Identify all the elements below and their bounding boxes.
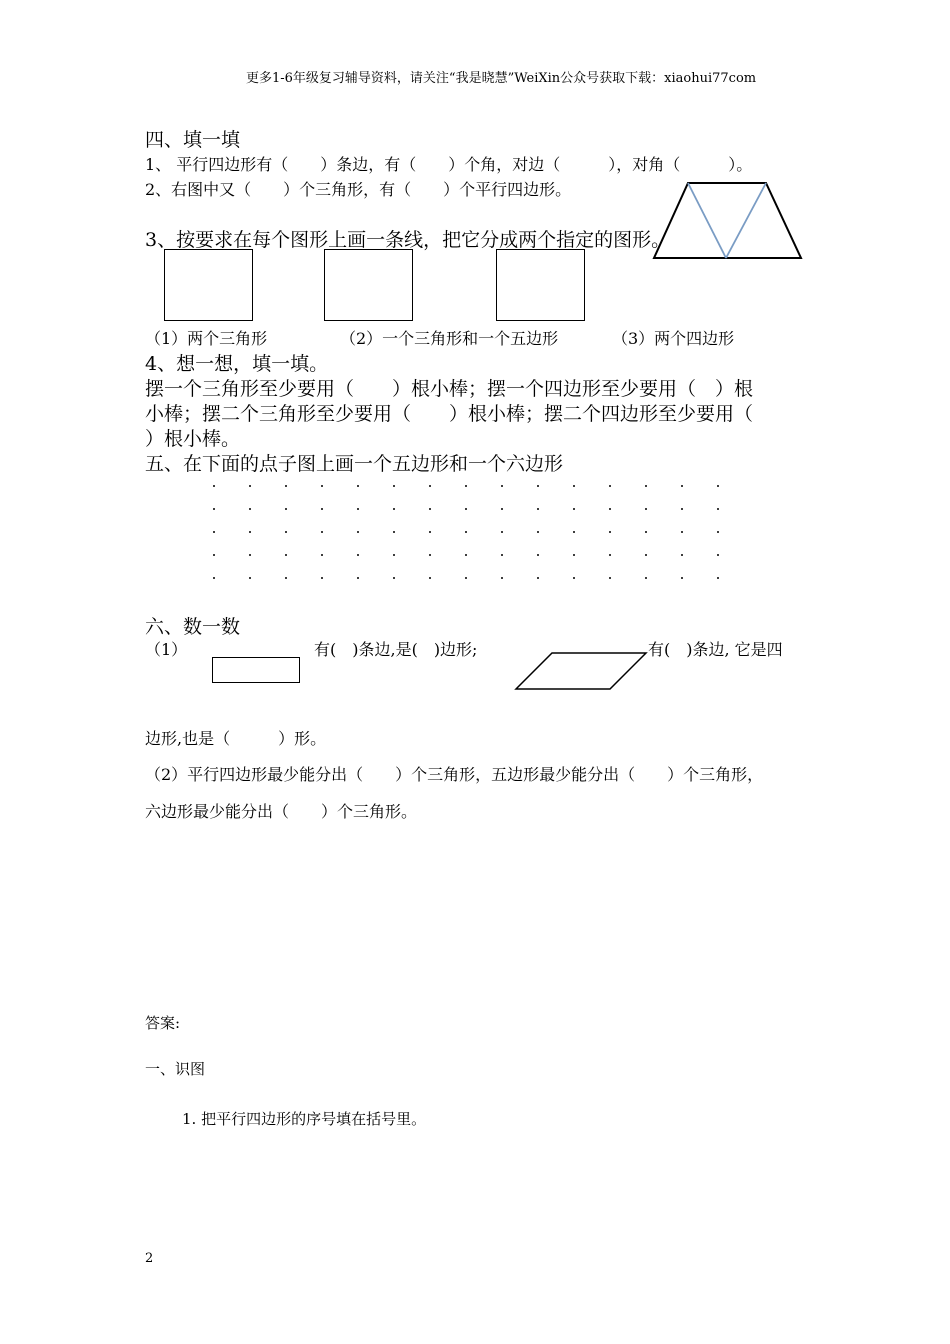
grid-dot <box>560 570 596 593</box>
question-4-4-title: 4、想一想，填一填。 <box>145 353 329 375</box>
grid-dot <box>524 478 560 501</box>
grid-dot <box>452 501 488 524</box>
grid-dot <box>668 478 704 501</box>
grid-dot <box>596 570 632 593</box>
grid-dot <box>308 570 344 593</box>
count-2-line1: （2）平行四边形最少能分出（ ）个三角形，五边形最少能分出（ ）个三角形， <box>145 765 764 784</box>
square-1 <box>164 249 253 321</box>
grid-dot <box>452 570 488 593</box>
grid-dot <box>236 478 272 501</box>
grid-dot <box>272 547 308 570</box>
count-1-label: （1） <box>145 640 188 659</box>
grid-dot <box>344 478 380 501</box>
page-number: 2 <box>145 1251 154 1266</box>
trapezoid-figure <box>650 180 806 262</box>
grid-dot <box>380 501 416 524</box>
question-4-4-line3: ）根小棒。 <box>145 428 241 450</box>
question-4-2: 2、右图中又（ ）个三角形，有（ ）个平行四边形。 <box>145 180 572 199</box>
grid-dot <box>344 570 380 593</box>
grid-dot <box>704 501 740 524</box>
rectangle-shape <box>212 657 300 683</box>
grid-dot <box>344 524 380 547</box>
shape-label-2: （2）一个三角形和一个五边形 <box>340 329 559 348</box>
count-1-text-parallelogram: 有( )条边, 它是四 <box>648 640 783 659</box>
shape-label-1: （1）两个三角形 <box>145 329 268 348</box>
grid-dot <box>200 570 236 593</box>
grid-dot <box>524 501 560 524</box>
grid-dot <box>668 547 704 570</box>
dot-row <box>200 547 740 570</box>
grid-dot <box>596 547 632 570</box>
grid-dot <box>704 524 740 547</box>
grid-dot <box>668 501 704 524</box>
grid-dot <box>272 570 308 593</box>
question-4-4-line2: 小棒；摆二个三角形至少要用（ ）根小棒；摆二个四边形至少要用（ <box>145 403 754 425</box>
section-4-title: 四、填一填 <box>145 129 241 151</box>
grid-dot <box>308 524 344 547</box>
grid-dot <box>632 570 668 593</box>
dot-row <box>200 570 740 593</box>
grid-dot <box>272 478 308 501</box>
grid-dot <box>452 524 488 547</box>
count-2-line2: 六边形最少能分出（ ）个三角形。 <box>145 802 418 821</box>
grid-dot <box>668 570 704 593</box>
grid-dot <box>200 501 236 524</box>
count-1-continuation: 边形,也是（ ）形。 <box>145 729 327 748</box>
grid-dot <box>560 547 596 570</box>
grid-dot <box>308 478 344 501</box>
grid-dot <box>488 524 524 547</box>
page-header: 更多1-6年级复习辅导资料，请关注“我是晓慧”WeiXin公众号获取下载：xiaohui77com <box>246 71 757 86</box>
grid-dot <box>308 501 344 524</box>
grid-dot <box>704 478 740 501</box>
answers-item-1: 1. 把平行四边形的序号填在括号里。 <box>182 1110 427 1128</box>
question-4-3: 3、按要求在每个图形上画一条线，把它分成两个指定的图形。 <box>145 229 671 251</box>
dot-row <box>200 524 740 547</box>
grid-dot <box>704 547 740 570</box>
count-1-text-rectangle: 有( )条边,是( )边形; <box>314 640 478 659</box>
grid-dot <box>632 478 668 501</box>
grid-dot <box>380 478 416 501</box>
grid-dot <box>632 501 668 524</box>
dot-grid <box>200 478 740 593</box>
section-5-title: 五、在下面的点子图上画一个五边形和一个六边形 <box>145 453 564 475</box>
grid-dot <box>596 478 632 501</box>
parallelogram-shape <box>514 651 648 691</box>
grid-dot <box>488 478 524 501</box>
grid-dot <box>452 478 488 501</box>
grid-dot <box>452 547 488 570</box>
grid-dot <box>668 524 704 547</box>
grid-dot <box>380 547 416 570</box>
grid-dot <box>560 524 596 547</box>
grid-dot <box>200 547 236 570</box>
grid-dot <box>200 524 236 547</box>
grid-dot <box>380 570 416 593</box>
grid-dot <box>488 570 524 593</box>
grid-dot <box>416 547 452 570</box>
grid-dot <box>488 501 524 524</box>
grid-dot <box>524 570 560 593</box>
question-4-4-line1: 摆一个三角形至少要用（ ）根小棒；摆一个四边形至少要用（ ）根 <box>145 378 754 400</box>
grid-dot <box>632 524 668 547</box>
grid-dot <box>416 524 452 547</box>
grid-dot <box>344 501 380 524</box>
grid-dot <box>416 501 452 524</box>
grid-dot <box>236 501 272 524</box>
grid-dot <box>704 570 740 593</box>
answers-title: 答案: <box>145 1014 181 1032</box>
grid-dot <box>272 524 308 547</box>
shape-label-3: （3）两个四边形 <box>612 329 735 348</box>
dot-row <box>200 501 740 524</box>
question-4-1: 1、 平行四边形有（ ）条边，有（ ）个角，对边（ ），对角（ ）。 <box>145 155 753 174</box>
grid-dot <box>632 547 668 570</box>
grid-dot <box>560 478 596 501</box>
grid-dot <box>236 570 272 593</box>
grid-dot <box>200 478 236 501</box>
grid-dot <box>524 547 560 570</box>
section-6-title: 六、数一数 <box>145 616 241 638</box>
grid-dot <box>236 524 272 547</box>
square-3 <box>496 249 585 321</box>
grid-dot <box>236 547 272 570</box>
grid-dot <box>416 570 452 593</box>
grid-dot <box>596 501 632 524</box>
grid-dot <box>416 478 452 501</box>
grid-dot <box>524 524 560 547</box>
grid-dot <box>308 547 344 570</box>
answers-section-1: 一、识图 <box>145 1060 206 1078</box>
grid-dot <box>596 524 632 547</box>
grid-dot <box>488 547 524 570</box>
square-2 <box>324 249 413 321</box>
grid-dot <box>344 547 380 570</box>
grid-dot <box>272 501 308 524</box>
dot-row <box>200 478 740 501</box>
grid-dot <box>560 501 596 524</box>
grid-dot <box>380 524 416 547</box>
